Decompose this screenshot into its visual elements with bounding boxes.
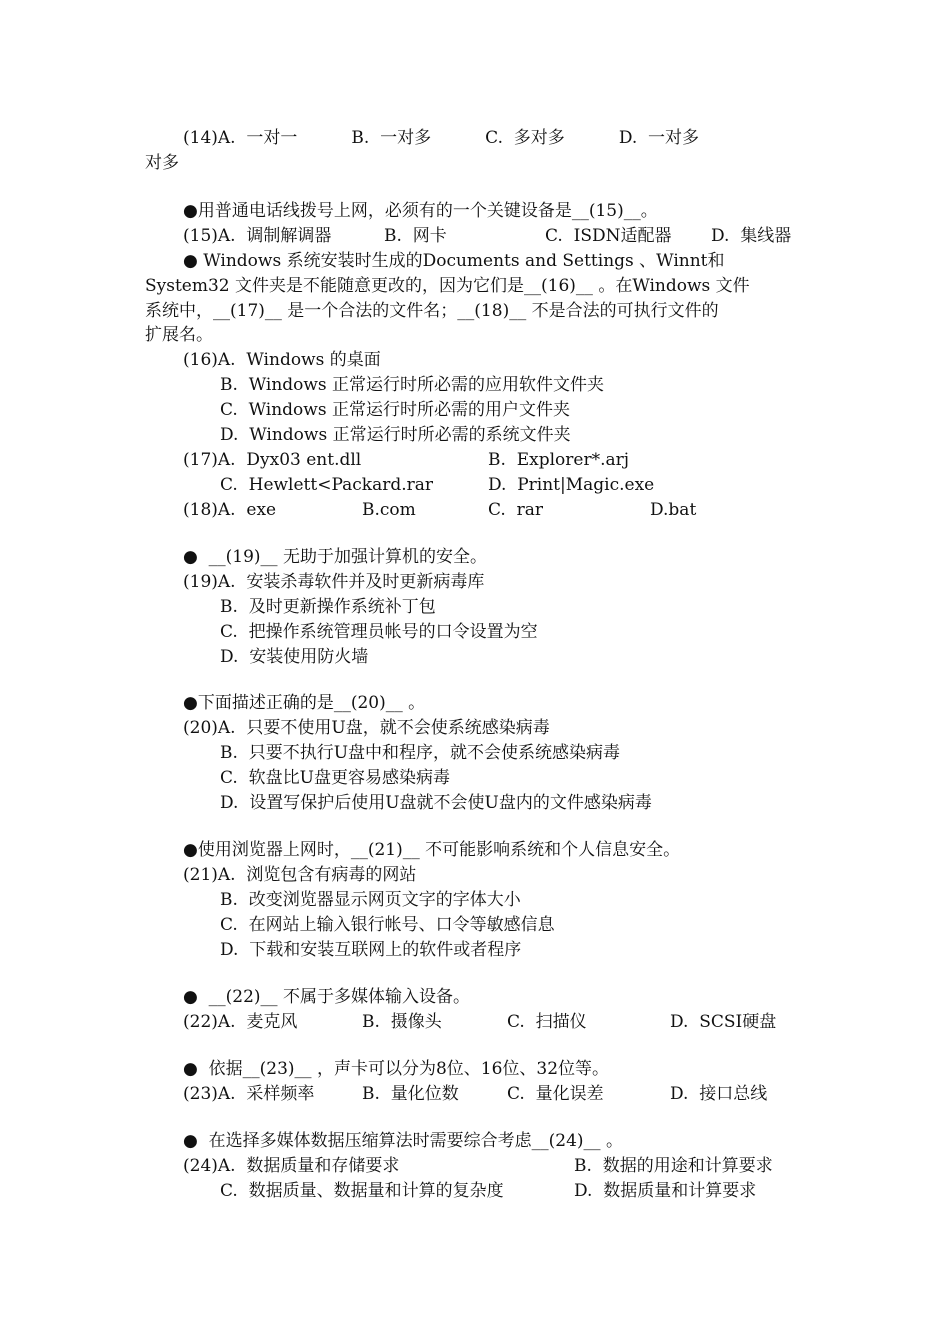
- q19-option-c: C. 把操作系统管理员帐号的口令设置为空: [220, 622, 538, 642]
- q23-option-b: B. 量化位数: [362, 1084, 459, 1104]
- q20-option-b: B. 只要不执行U盘中和程序，就不会使系统感染病毒: [220, 743, 621, 763]
- q14-options-line: (14)A. 一对一 B. 一对多 C. 多对多 D. 一对多: [183, 128, 700, 148]
- q19-option-b: B. 及时更新操作系统补丁包: [220, 597, 436, 617]
- q15-option-b: B. 网卡: [384, 226, 447, 246]
- q24-option-b: B. 数据的用途和计算要求: [574, 1156, 773, 1176]
- q22-option-b: B. 摄像头: [362, 1012, 442, 1032]
- q21-option-d: D. 下载和安装互联网上的软件或者程序: [220, 940, 522, 960]
- q24-option-d: D. 数据质量和计算要求: [574, 1181, 757, 1201]
- q22-option-a: (22)A. 麦克风: [183, 1012, 298, 1032]
- q16-18-stem-line-2: System32 文件夹是不能随意更改的，因为它们是__(16)__ 。在Windows 文件: [145, 276, 750, 296]
- q23-stem: ● 依据__(23)__ ，声卡可以分为8位、16位、32位等。: [183, 1059, 610, 1079]
- q18-option-c: C. rar: [488, 500, 544, 520]
- q21-option-c: C. 在网站上输入银行帐号、口令等敏感信息: [220, 915, 555, 935]
- q16-18-stem-line-3: 系统中，__(17)__ 是一个合法的文件名；__(18)__ 不是合法的可执行文件的: [145, 301, 719, 321]
- q22-option-c: C. 扫描仪: [507, 1012, 587, 1032]
- q15-option-a: (15)A. 调制解调器: [183, 226, 332, 246]
- q17-option-a: (17)A. Dyx03 ent.dll: [183, 450, 362, 470]
- q21-option-a: (21)A. 浏览包含有病毒的网站: [183, 865, 417, 885]
- q18-option-d: D.bat: [650, 500, 697, 520]
- q16-option-b: B. Windows 正常运行时所必需的应用软件文件夹: [220, 375, 605, 395]
- q23-option-c: C. 量化误差: [507, 1084, 604, 1104]
- q23-option-a: (23)A. 采样频率: [183, 1084, 315, 1104]
- q15-option-c: C. ISDN适配器: [545, 226, 672, 246]
- q18-option-a: (18)A. exe: [183, 500, 277, 520]
- q15-option-d: D. 集线器: [711, 226, 792, 246]
- q21-stem: ●使用浏览器上网时，__(21)__ 不可能影响系统和个人信息安全。: [183, 840, 681, 860]
- q22-stem: ● __(22)__ 不属于多媒体输入设备。: [183, 987, 470, 1007]
- q17-option-c: C. Hewlett<Packard.rar: [220, 475, 434, 495]
- q20-option-a: (20)A. 只要不使用U盘，就不会使系统感染病毒: [183, 718, 550, 738]
- q21-option-b: B. 改变浏览器显示网页文字的字体大小: [220, 890, 521, 910]
- q16-option-c: C. Windows 正常运行时所必需的用户文件夹: [220, 400, 570, 420]
- q16-18-stem-line-4: 扩展名。: [145, 325, 213, 345]
- q23-option-d: D. 接口总线: [670, 1084, 768, 1104]
- q15-stem: ●用普通电话线拨号上网，必须有的一个关键设备是__(15)__。: [183, 201, 658, 221]
- q20-option-d: D. 设置写保护后使用U盘就不会使U盘内的文件感染病毒: [220, 793, 652, 813]
- q14-options-line-cont: 对多: [145, 153, 179, 173]
- q20-option-c: C. 软盘比U盘更容易感染病毒: [220, 768, 450, 788]
- q16-option-a: (16)A. Windows 的桌面: [183, 350, 381, 370]
- q17-option-d: D. Print|Magic.exe: [488, 475, 655, 495]
- q19-stem: ● __(19)__ 无助于加强计算机的安全。: [183, 547, 487, 567]
- q19-option-d: D. 安装使用防火墙: [220, 647, 369, 667]
- q24-option-c: C. 数据质量、数据量和计算的复杂度: [220, 1181, 504, 1201]
- q18-option-b: B.com: [362, 500, 416, 520]
- q24-option-a: (24)A. 数据质量和存储要求: [183, 1156, 400, 1176]
- q24-stem: ● 在选择多媒体数据压缩算法时需要综合考虑__(24)__ 。: [183, 1131, 623, 1151]
- q19-option-a: (19)A. 安装杀毒软件并及时更新病毒库: [183, 572, 485, 592]
- q17-option-b: B. Explorer*.arj: [488, 450, 630, 470]
- q16-18-stem-line-1: ● Windows 系统安装时生成的Documents and Settings 、Winnt和: [183, 251, 725, 271]
- q16-option-d: D. Windows 正常运行时所必需的系统文件夹: [220, 425, 571, 445]
- q22-option-d: D. SCSI硬盘: [670, 1012, 777, 1032]
- q20-stem: ●下面描述正确的是__(20)__ 。: [183, 693, 426, 713]
